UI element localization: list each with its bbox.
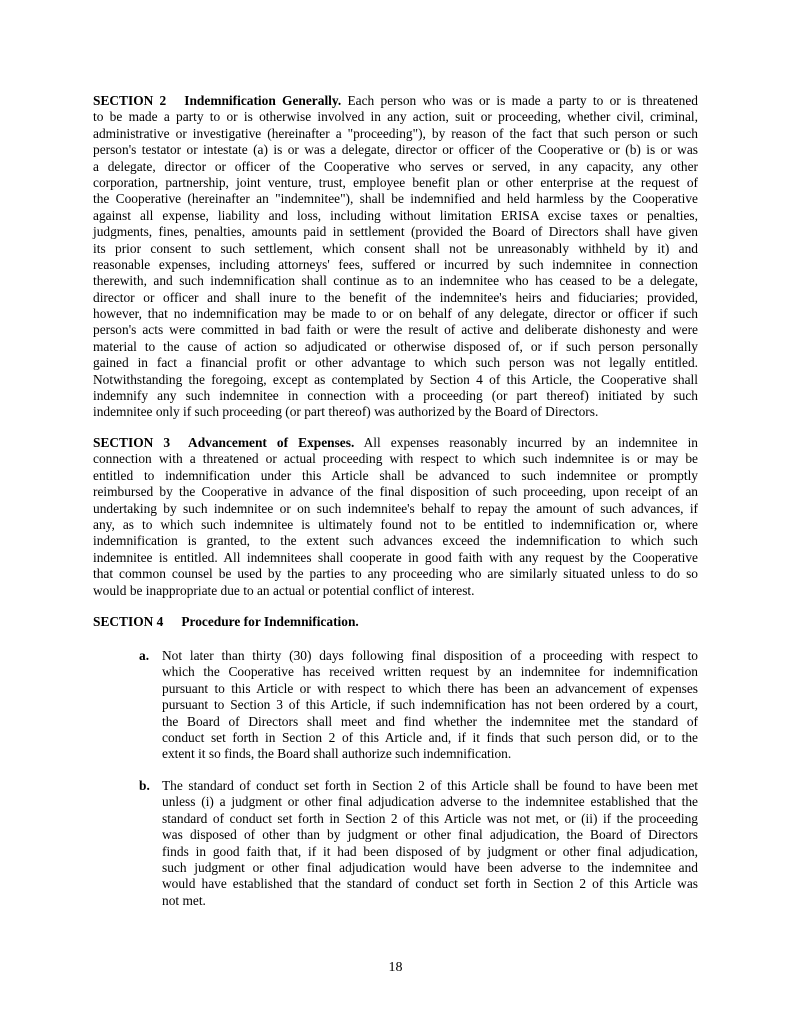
section-heading-number: SECTION 3 bbox=[93, 435, 171, 450]
text-line: indemnitee is entitled. All indemnitees shall cooperate in good faith with any request by the Cooperative bbox=[93, 549, 698, 565]
text-line: Not later than thirty (30) days following final disposition of a proceeding with respect to bbox=[162, 648, 698, 663]
page-number: 18 bbox=[388, 960, 403, 975]
text-line: reimbursed by the Cooperative in advance of the final disposition of such proceeding, upon receipt of an bbox=[93, 484, 698, 500]
text-line: unless (i) a judgment or other final adjudication adverse to the indemnitee established that the bbox=[162, 794, 698, 810]
text-line: to be made a party to or is otherwise involved in any action, suit or proceeding, whether civil, criminal, bbox=[93, 109, 698, 125]
text-line: conduct set forth in Section 2 of this Article and, if it finds that such person did, or to the bbox=[162, 729, 698, 745]
section-2-paragraph bbox=[93, 93, 698, 421]
section-heading-number: SECTION 2 bbox=[93, 93, 167, 108]
text-line-content: Each person who was or is made a party to or is threatened bbox=[341, 93, 699, 108]
text-line: indemnitee only if such proceeding (or part thereof) was authorized by the Board of Directors. bbox=[93, 404, 599, 420]
text-line: the Board of Directors shall meet and find whether the indemnitee met the standard of bbox=[162, 713, 698, 729]
text-line: against all expense, liability and loss, including without limitation ERISA excise taxes or penalties, bbox=[93, 207, 698, 223]
text-line: corporation, partnership, joint venture, trust, employee benefit plan or other enterprise at the request of bbox=[93, 174, 698, 190]
list-item-b bbox=[139, 778, 698, 909]
text-line: pursuant to Section 3 of this Article, if such indemnification has not been ordered by a court, bbox=[162, 697, 698, 713]
text-line: would be inappropriate due to an actual or potential conflict of interest. bbox=[93, 582, 475, 598]
text-line: material to the cause of action so adjudicated or otherwise disposed of, or if such person personally bbox=[93, 338, 698, 354]
text-line: was disposed of other than by judgment or other final adjudication, the Board of Directors bbox=[162, 827, 698, 843]
text-line: judgments, fines, penalties, amounts paid in settlement (provided the Board of Directors shall have given bbox=[93, 224, 698, 240]
section-4-number: SECTION 4 bbox=[93, 614, 164, 629]
text-line: any, as to which such indemnitee is ultimately found not to be entitled to indemnification or, where bbox=[93, 516, 698, 532]
text-line: The standard of conduct set forth in Section 2 of this Article shall be found to have been met bbox=[162, 778, 698, 793]
text-line: extent it so finds, the Board shall authorize such indemnification. bbox=[162, 746, 512, 762]
text-line: would have established that the standard of conduct set forth in Section 2 of this Article was bbox=[162, 876, 698, 892]
section-3-paragraph bbox=[93, 435, 698, 599]
text-line: however, that no indemnification may be made to or on behalf of any delegate, director or officer if such bbox=[93, 306, 698, 322]
text-line: person's acts were committed in bad faith or were the result of active and deliberate dishonesty and were bbox=[93, 322, 698, 338]
list-item-label: b. bbox=[139, 778, 150, 793]
text-line: entitled to indemnification under this Article shall be advanced to such indemnitee or promptly bbox=[93, 467, 698, 483]
text-line: a delegate, director or officer of the Cooperative who serves or served, in any capacity, any other bbox=[93, 158, 698, 174]
text-line: finds in good faith that, if it had been disposed of by judgment or other final adjudication, bbox=[162, 843, 698, 859]
section-4-heading bbox=[93, 614, 359, 630]
text-line: pursuant to this Article or with respect to which there has been an advancement of expenses bbox=[162, 680, 698, 696]
list-item-label: a. bbox=[139, 648, 150, 663]
section-heading-title: Indemnification Generally. bbox=[184, 93, 342, 108]
text-line: reasonable expenses, including attorneys' fees, suffered or incurred by such indemnitee in connection bbox=[93, 256, 698, 272]
section-heading-title: Advancement of Expenses. bbox=[188, 435, 355, 450]
text-line: connection with a threatened or actual proceeding with respect to which such indemnitee is or may be bbox=[93, 451, 698, 467]
text-line: the Cooperative (hereinafter an "indemnitee"), shall be indemnified and held harmless by the Cooperative bbox=[93, 191, 698, 207]
text-line: that common counsel be used by the parties to any proceeding who are similarly situated unless to do so bbox=[93, 566, 698, 582]
text-line: director or officer and shall inure to the benefit of the indemnitee's heirs and fiduciaries; provided, bbox=[93, 289, 698, 305]
text-line: indemnification is granted, to the extent such advances exceed the indemnification to which such bbox=[93, 533, 698, 549]
text-line: Notwithstanding the foregoing, except as contemplated by Section 4 of this Article, the Cooperative shall bbox=[93, 371, 698, 387]
list-item-a bbox=[139, 648, 698, 763]
section-4-title: Procedure for Indemnification. bbox=[181, 614, 359, 629]
text-line bbox=[93, 93, 698, 109]
text-line: indemnify any such indemnitee in connection with a proceeding (or part thereof) initiated by such bbox=[93, 388, 698, 404]
text-line: person's testator or intestate (a) is or was a delegate, director or officer of the Cooperative or (b) is or was bbox=[93, 142, 698, 158]
text-line: such judgment or other final adjudication would have been adverse to the indemnitee and bbox=[162, 859, 698, 875]
text-line: standard of conduct set forth in Section 2 of this Article was not met, or (ii) if the proceeding bbox=[162, 810, 698, 826]
text-line-content: All expenses reasonably incurred by an indemnitee in bbox=[354, 435, 699, 450]
text-line: administrative or investigative (hereinafter a "proceeding"), by reason of the fact that such person or such bbox=[93, 125, 698, 141]
text-line: therewith, and such indemnification shall continue as to an indemnitee who has ceased to be a delegate, bbox=[93, 273, 698, 289]
text-line: undertaking by such indemnitee or on such indemnitee's behalf to repay the amount of such advances, if bbox=[93, 500, 698, 516]
text-line: its prior consent to such settlement, which consent shall not be unreasonably withheld by it) and bbox=[93, 240, 698, 256]
text-line bbox=[93, 435, 698, 451]
text-line: gained in fact a financial profit or other advantage to which such person was not legally entitled. bbox=[93, 355, 698, 371]
text-line: which the Cooperative has received written request by an indemnitee for indemnification bbox=[162, 664, 698, 680]
text-line: not met. bbox=[162, 892, 206, 908]
